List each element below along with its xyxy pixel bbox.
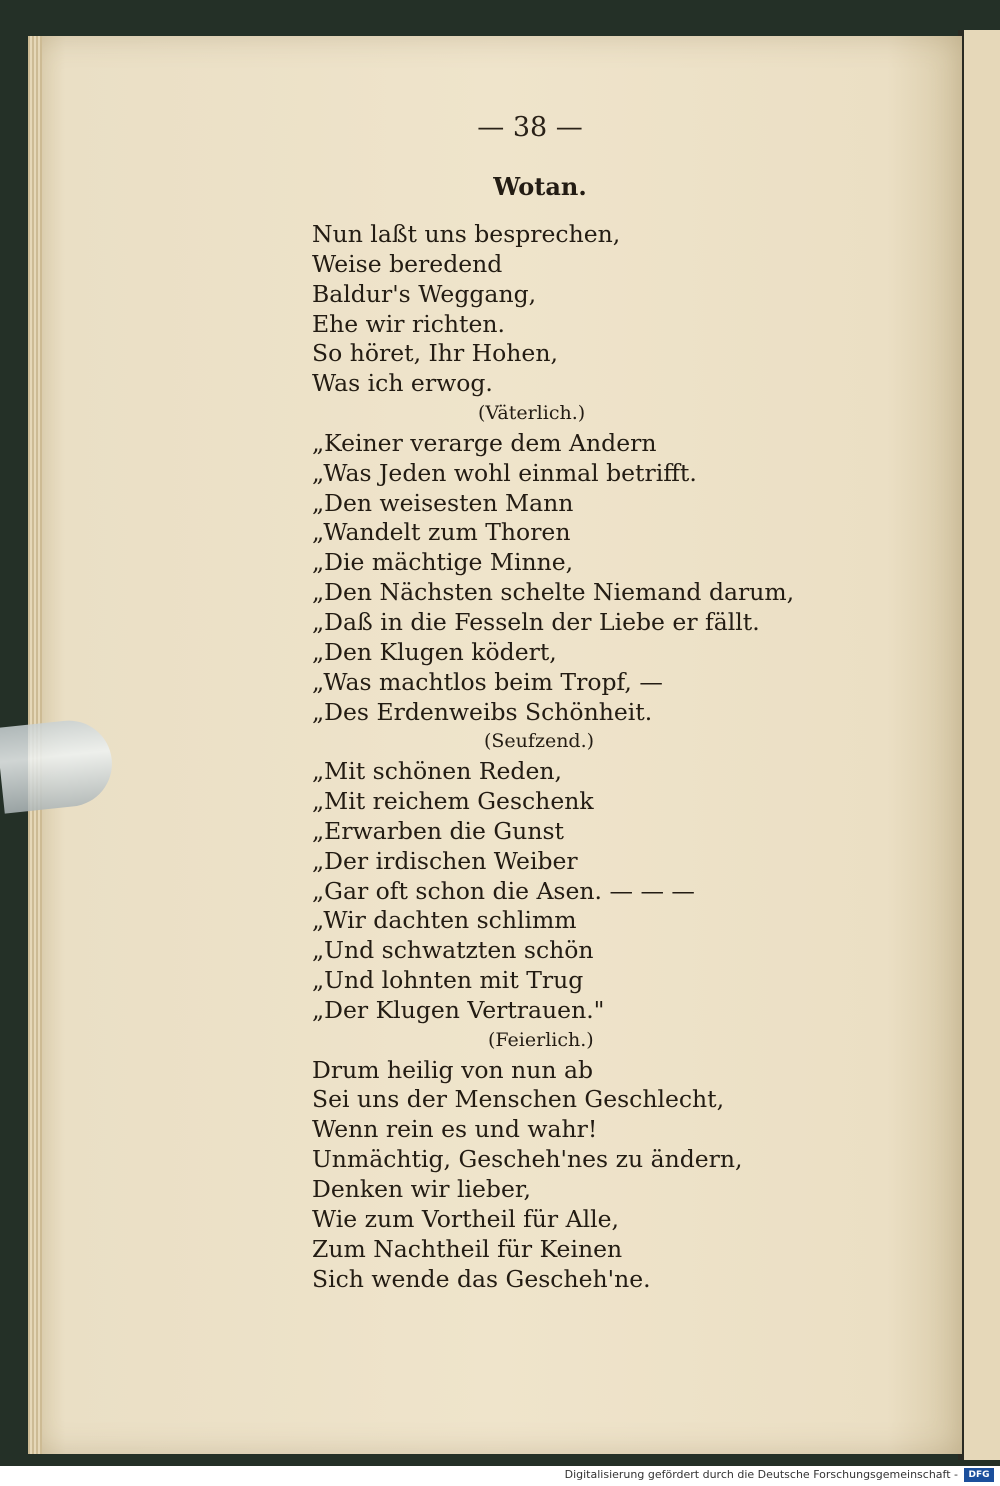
verse-line: Unmächtig, Gescheh'nes zu ändern, [312, 1145, 743, 1174]
verse-line: „Die mächtige Minne, [312, 548, 574, 577]
funding-notice: Digitalisierung gefördert durch die Deutsche Forschungsgemeinschaft - [564, 1468, 958, 1481]
stage-direction: (Feierlich.) [488, 1028, 594, 1051]
verse-line: „Keiner verarge dem Andern [312, 428, 657, 457]
verse-line: Wie zum Vortheil für Alle, [312, 1204, 620, 1233]
verse-line: „Den Nächsten schelte Niemand darum, [312, 578, 795, 607]
verse-line: „Was Jeden wohl einmal betrifft. [312, 458, 697, 487]
stage-direction: (Seufzend.) [484, 730, 595, 753]
page-number: — 38 — [477, 112, 583, 143]
verse-line: Baldur's Weggang, [312, 279, 537, 308]
verse-line: So höret, Ihr Hohen, [312, 339, 558, 368]
verse-line: Nun laßt uns besprechen, [312, 220, 621, 248]
verse-line: „Und schwatzten schön [312, 936, 594, 965]
verse-line: „Der irdischen Weiber [312, 846, 578, 875]
verse-line: „Erwarben die Gunst [312, 816, 564, 845]
verse-line: „Wir dachten schlimm [312, 906, 577, 935]
verse-line: „Mit reichem Geschenk [312, 787, 594, 816]
verse-line: Drum heilig von nun ab [312, 1055, 594, 1084]
verse-line: „Was machtlos beim Tropf, — [312, 667, 663, 696]
verse-line: Sich wende das Gescheh'ne. [312, 1264, 651, 1293]
verse-line: „Daß in die Fesseln der Liebe er fällt. [312, 607, 760, 636]
verse-line: „Gar oft schon die Asen. — — — [312, 876, 695, 905]
verse-line: „Und lohnten mit Trug [312, 966, 584, 995]
verse-line: Was ich erwog. [312, 369, 493, 398]
dfg-logo: DFG [964, 1468, 994, 1482]
adjacent-page-edge [958, 30, 1000, 1460]
verse-line: „Der Klugen Vertrauen." [312, 995, 605, 1024]
verse-line: Sei uns der Menschen Geschlecht, [312, 1085, 725, 1114]
verse-line: Wenn rein es und wahr! [312, 1115, 598, 1144]
verse-line: „Wandelt zum Thoren [312, 518, 571, 547]
speaker-heading: Wotan. [493, 172, 587, 201]
verse-line: Zum Nachtheil für Keinen [312, 1234, 623, 1263]
verse-line: „Des Erdenweibs Schönheit. [312, 697, 653, 726]
verse-line: „Den Klugen ködert, [312, 637, 557, 666]
verse-line: „Den weisesten Mann [312, 488, 574, 517]
verse-block [312, 220, 872, 1294]
verse-line: „Mit schönen Reden, [312, 757, 562, 786]
verse-line: Denken wir lieber, [312, 1175, 531, 1203]
verse-line: Ehe wir richten. [312, 309, 506, 338]
footer-bar [0, 1466, 1000, 1486]
verse-line: Weise beredend [312, 249, 503, 278]
stage-direction: (Väterlich.) [478, 402, 586, 425]
